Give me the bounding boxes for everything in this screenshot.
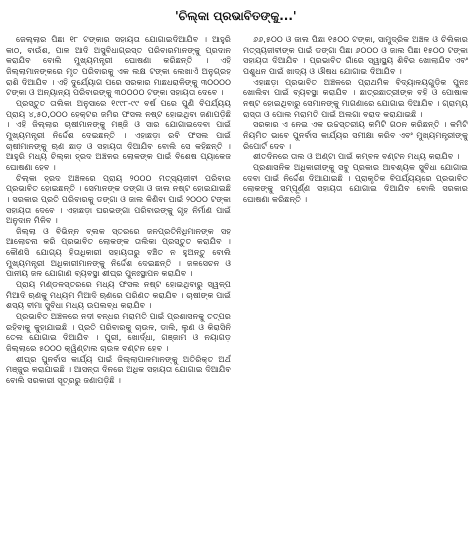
- right-paragraph-5: ପ୍ରଶାସନିକ ଅଧିକାରୀଙ୍କୁ ସବୁ ପ୍ରକାର ଆବଶ୍ୟକ ସୁବିଧା ଯୋଗାଇ ଦେବା ପାଇଁ ନିର୍ଦ୍ଦେଶ ଦିଆଯାଇଛି । ପ୍ରାକୃତିକ ବିପର୍ଯ୍ୟୟରେ ପ୍ରଭାବିତ ଲୋକଙ୍କୁ ସମ୍ପୂର୍ଣ୍ଣ ସହାୟତା ଯୋଗାଇ ଦିଆଯିବ ବୋଲି ସରକାର ଘୋଷଣା କରିଛନ୍ତି ।: [243, 161, 468, 204]
- left-paragraph-1: ଜେଲ୍ଲାର ପିଛା ୧୮ ଟଙ୍କାର ସହାୟତା ଯୋଗାଇଦିଆଯିବ । ଆହୁରି କାଠ, ବାଉଁଶ, ପାଳ ଆଦି ଅସୁବିଧାଗ୍ରସ୍ତ ପରିବାରମାନଙ୍କୁ ପ୍ରଦାନ କରାଯିବ ବୋଲି ମୁଖ୍ୟମନ୍ତ୍ରୀ ଘୋଷଣା କରିଛନ୍ତି । ଏହି ଜିଲ୍ଲାମାନଙ୍କରେ ମୃତ ପରିବାରକୁ ଏକ ଲକ୍ଷ ଟଙ୍କା ଲେଖାଏଁ ଅନୁଗ୍ରହ ରାଶି ଦିଆଯିବ । ଏହି ଦୁର୍ଯ୍ୟୋଗ ପରେ ସରକାର ମାଛଧରାଳିଙ୍କୁ ୩୦୦୦୦ ଟଙ୍କା ଓ ଅନ୍ୟାନ୍ୟ ପରିବାରଙ୍କୁ ୩୦୦୦୦ ଟଙ୍କା ସହାୟତା ଦେବେ ।: [6, 34, 231, 98]
- left-paragraph-6: ପ୍ରଭାବିତ ଅଞ୍ଚଳରେ ନଦୀ ବନ୍ଧର ମରାମତି ପାଇଁ ପ୍ରଶାସନକୁ ତତ୍ପର ରହିବାକୁ କୁହାଯାଇଛି । ପ୍ରତି ପରିବାରକୁ ଚାଉଳ, ଡାଲି, ଲୁଣ ଓ କିରାସିନି ତେଲ ଯୋଗାଇ ଦିଆଯିବ । ପୁରୀ, ଖୋର୍ଦ୍ଧା, ଗଞ୍ଜାମ ଓ ନୟାଗଡ଼ ଜିଲ୍ଲାରେ ୫୦୦୦ କ୍ୱିଣ୍ଟାଲ ଚାଉଳ ବଣ୍ଟନ ହେବ ।: [6, 311, 231, 354]
- left-paragraph-4: ଜିଲ୍ଲା ଓ ବିଭିନ୍ନ ବ୍ଲକ ସ୍ତରରେ ଜନପ୍ରତିନିଧିମାନଙ୍କ ସହ ଆଲୋଚନା କରି ପ୍ରଭାବିତ ଲୋକଙ୍କ ତାଲିକା ପ୍ରସ୍ତୁତ କରାଯିବ । କୌଣସି ଯୋଗ୍ୟ ହିତାଧିକାରୀ ସହାୟତାରୁ ବଞ୍ଚିତ ନ ହୁଅନ୍ତୁ ବୋଲି ମୁଖ୍ୟମନ୍ତ୍ରୀ ଅଧିକାରୀମାନଙ୍କୁ ନିର୍ଦ୍ଦେଶ ଦେଇଛନ୍ତି । ଜଳସେଚନ ଓ ପାନୀୟ ଜଳ ଯୋଗାଣ ବ୍ୟବସ୍ଥା ଶୀଘ୍ର ପୁନଃସ୍ଥାପନ କରାଯିବ ।: [6, 225, 231, 279]
- right-paragraph-2: ଏହାଛଡ଼ା ପ୍ରଭାବିତ ଅଞ୍ଚଳରେ ପ୍ରାଥମିକ ବିଦ୍ୟାଳୟଗୁଡ଼ିକ ପୁନଃ ଖୋଲିବା ପାଇଁ ବ୍ୟବସ୍ଥା କରାଯିବ । ଛାତ୍ରଛାତ୍ରୀଙ୍କ ବହି ଓ ପୋଷାକ ନଷ୍ଟ ହୋଇଥିବାରୁ ସେମାନଙ୍କୁ ମାଗଣାରେ ଯୋଗାଇ ଦିଆଯିବ । ଗ୍ରାମ୍ୟ ରାସ୍ତା ଓ ପୋଲ ମରାମତି ପାଇଁ ଅଲଗା ବରାଦ କରାଯାଇଛି ।: [243, 76, 468, 119]
- article-right-column: [243, 34, 468, 344]
- left-paragraph-5: ପ୍ରାୟ ମଣ୍ଡଳସ୍ତରରେ ମଧ୍ୟ ଫସଲ ନଷ୍ଟ ହୋଇଥିବାରୁ ସ୍ୱଳ୍ପ ମିଆଦି ଋଣକୁ ମଧ୍ୟମ ମିଆଦି ଋଣରେ ପରିଣତ କରାଯିବ । ଚାଷୀଙ୍କ ପାଇଁ ଶସ୍ୟ ବୀମା ସୁବିଧା ମଧ୍ୟ ଉପଲବ୍ଧ କରାଯିବ ।: [6, 279, 231, 311]
- left-paragraph-7: ଶୀଘ୍ର ପୁନର୍ବାସ କାର୍ଯ୍ୟ ପାଇଁ ଜିଲ୍ଲାପାଳମାନଙ୍କୁ ଅତିରିକ୍ତ ଅର୍ଥ ମଞ୍ଜୁର କରାଯାଇଛି । ଆସନ୍ତା ଦିନରେ ଅଧିକ ସହାୟତା ଯୋଗାଇ ଦିଆଯିବ ବୋଲି ସରକାରୀ ସୂତ୍ରରୁ ଜଣାପଡ଼ିଛି ।: [6, 353, 231, 385]
- right-paragraph-1: ୬୬,୫୦୦ ଓ ଜାଲ ପିଛା ୧୫୦୦ ଟଙ୍କା, ସାମୁଦ୍ରିକ ଅଞ୍ଚଳ ଓ ଚିଲିକାର ମତ୍ସ୍ୟଜୀବୀଙ୍କ ପାଇଁ ଡଙ୍ଗା ପିଛା ୬୦୦୦ ଓ ଜାଲ ପିଛା ୧୫୦୦ ଟଙ୍କା ସହାୟତା ଦିଆଯିବ । ପ୍ରଭାବିତ ଗାଁରେ ସ୍ୱାସ୍ଥ୍ୟ ଶିବିର ଖୋଲାଯିବ ଏବଂ ପଶୁଧନ ପାଇଁ ଖାଦ୍ୟ ଓ ଔଷଧ ଯୋଗାଇ ଦିଆଯିବ ।: [243, 34, 468, 76]
- article-left-column: [6, 34, 231, 530]
- article-title: 'ଚିଲ୍କା ପ୍ରଭାବିତଙ୍କୁ...': [175, 9, 297, 23]
- left-paragraph-3: ଚିଲ୍କା ହ୍ରଦ ଅଞ୍ଚଳରେ ପ୍ରାୟ ୨୦୦୦ ମତ୍ସ୍ୟଜୀବୀ ପରିବାର ପ୍ରଭାବିତ ହୋଇଛନ୍ତି । ସେମାନଙ୍କ ଡଙ୍ଗା ଓ ଜାଲ ନଷ୍ଟ ହୋଇଯାଇଛି । ସରକାର ପ୍ରତି ପରିବାରକୁ ଡଙ୍ଗା ଓ ଜାଲ କିଣିବା ପାଇଁ ୨୦୦୦ ଟଙ୍କା ସହାୟତା ଦେବେ । ଏହାଛଡ଼ା ଘରଭଙ୍ଗା ପରିବାରଙ୍କୁ ଗୃହ ନିର୍ମାଣ ପାଇଁ ଅନୁଦାନ ମିଳିବ ।: [6, 172, 231, 226]
- left-paragraph-2: ପ୍ରସ୍ତୁତ ତାଲିକା ଅନୁସାରେ ୧୯୯୮-୯୯ ବର୍ଷ ପରେ ପୁଣି ବିପର୍ଯ୍ୟୟ ପ୍ରାୟ ୪,୫୦,୦୦୦ ହେକ୍ଟର ଜମିର ଫସଲ ନଷ୍ଟ ହୋଇଥିବା ଜଣାପଡ଼ିଛି । ଏହି ଜିଲ୍ଲାର ଚାଷୀମାନଙ୍କୁ ମଞ୍ଜି ଓ ସାର ଯୋଗାଇଦେବା ପାଇଁ ମୁଖ୍ୟମନ୍ତ୍ରୀ ନିର୍ଦ୍ଦେଶ ଦେଇଛନ୍ତି । ଏହାଛଡ଼ା ରବି ଫସଲ ପାଇଁ ଚାଷୀମାନଙ୍କୁ ଋଣ ଛାଡ଼ ଓ ସହାୟତା ଦିଆଯିବ ବୋଲି ସେ କହିଛନ୍ତି । ଆହୁରି ମଧ୍ୟ ଚିଲ୍କା ହ୍ରଦ ଅଞ୍ଚଳର ଲୋକଙ୍କ ପାଇଁ ବିଶେଷ ପ୍ୟାକେଜ ଘୋଷଣା ହେବ ।: [6, 97, 231, 172]
- right-paragraph-4: ଶୀତଦିନରେ ତାଲ ଓ ଅଣ୍ଟା ପାଇଁ କମ୍ବଳ ବଣ୍ଟନ ମଧ୍ୟ କରାଯିବ ।: [253, 151, 460, 162]
- right-paragraph-3: ସରକାର ଏ ନେଇ ଏକ ଉଚ୍ଚସ୍ତରୀୟ କମିଟି ଗଠନ କରିଛନ୍ତି । କମିଟି ନିୟମିତ ଭାବେ ପୁନର୍ବାସ କାର୍ଯ୍ୟର ସମୀକ୍ଷା କରିବ ଏବଂ ମୁଖ୍ୟମନ୍ତ୍ରୀଙ୍କୁ ରିପୋର୍ଟ ଦେବ ।: [243, 119, 468, 151]
